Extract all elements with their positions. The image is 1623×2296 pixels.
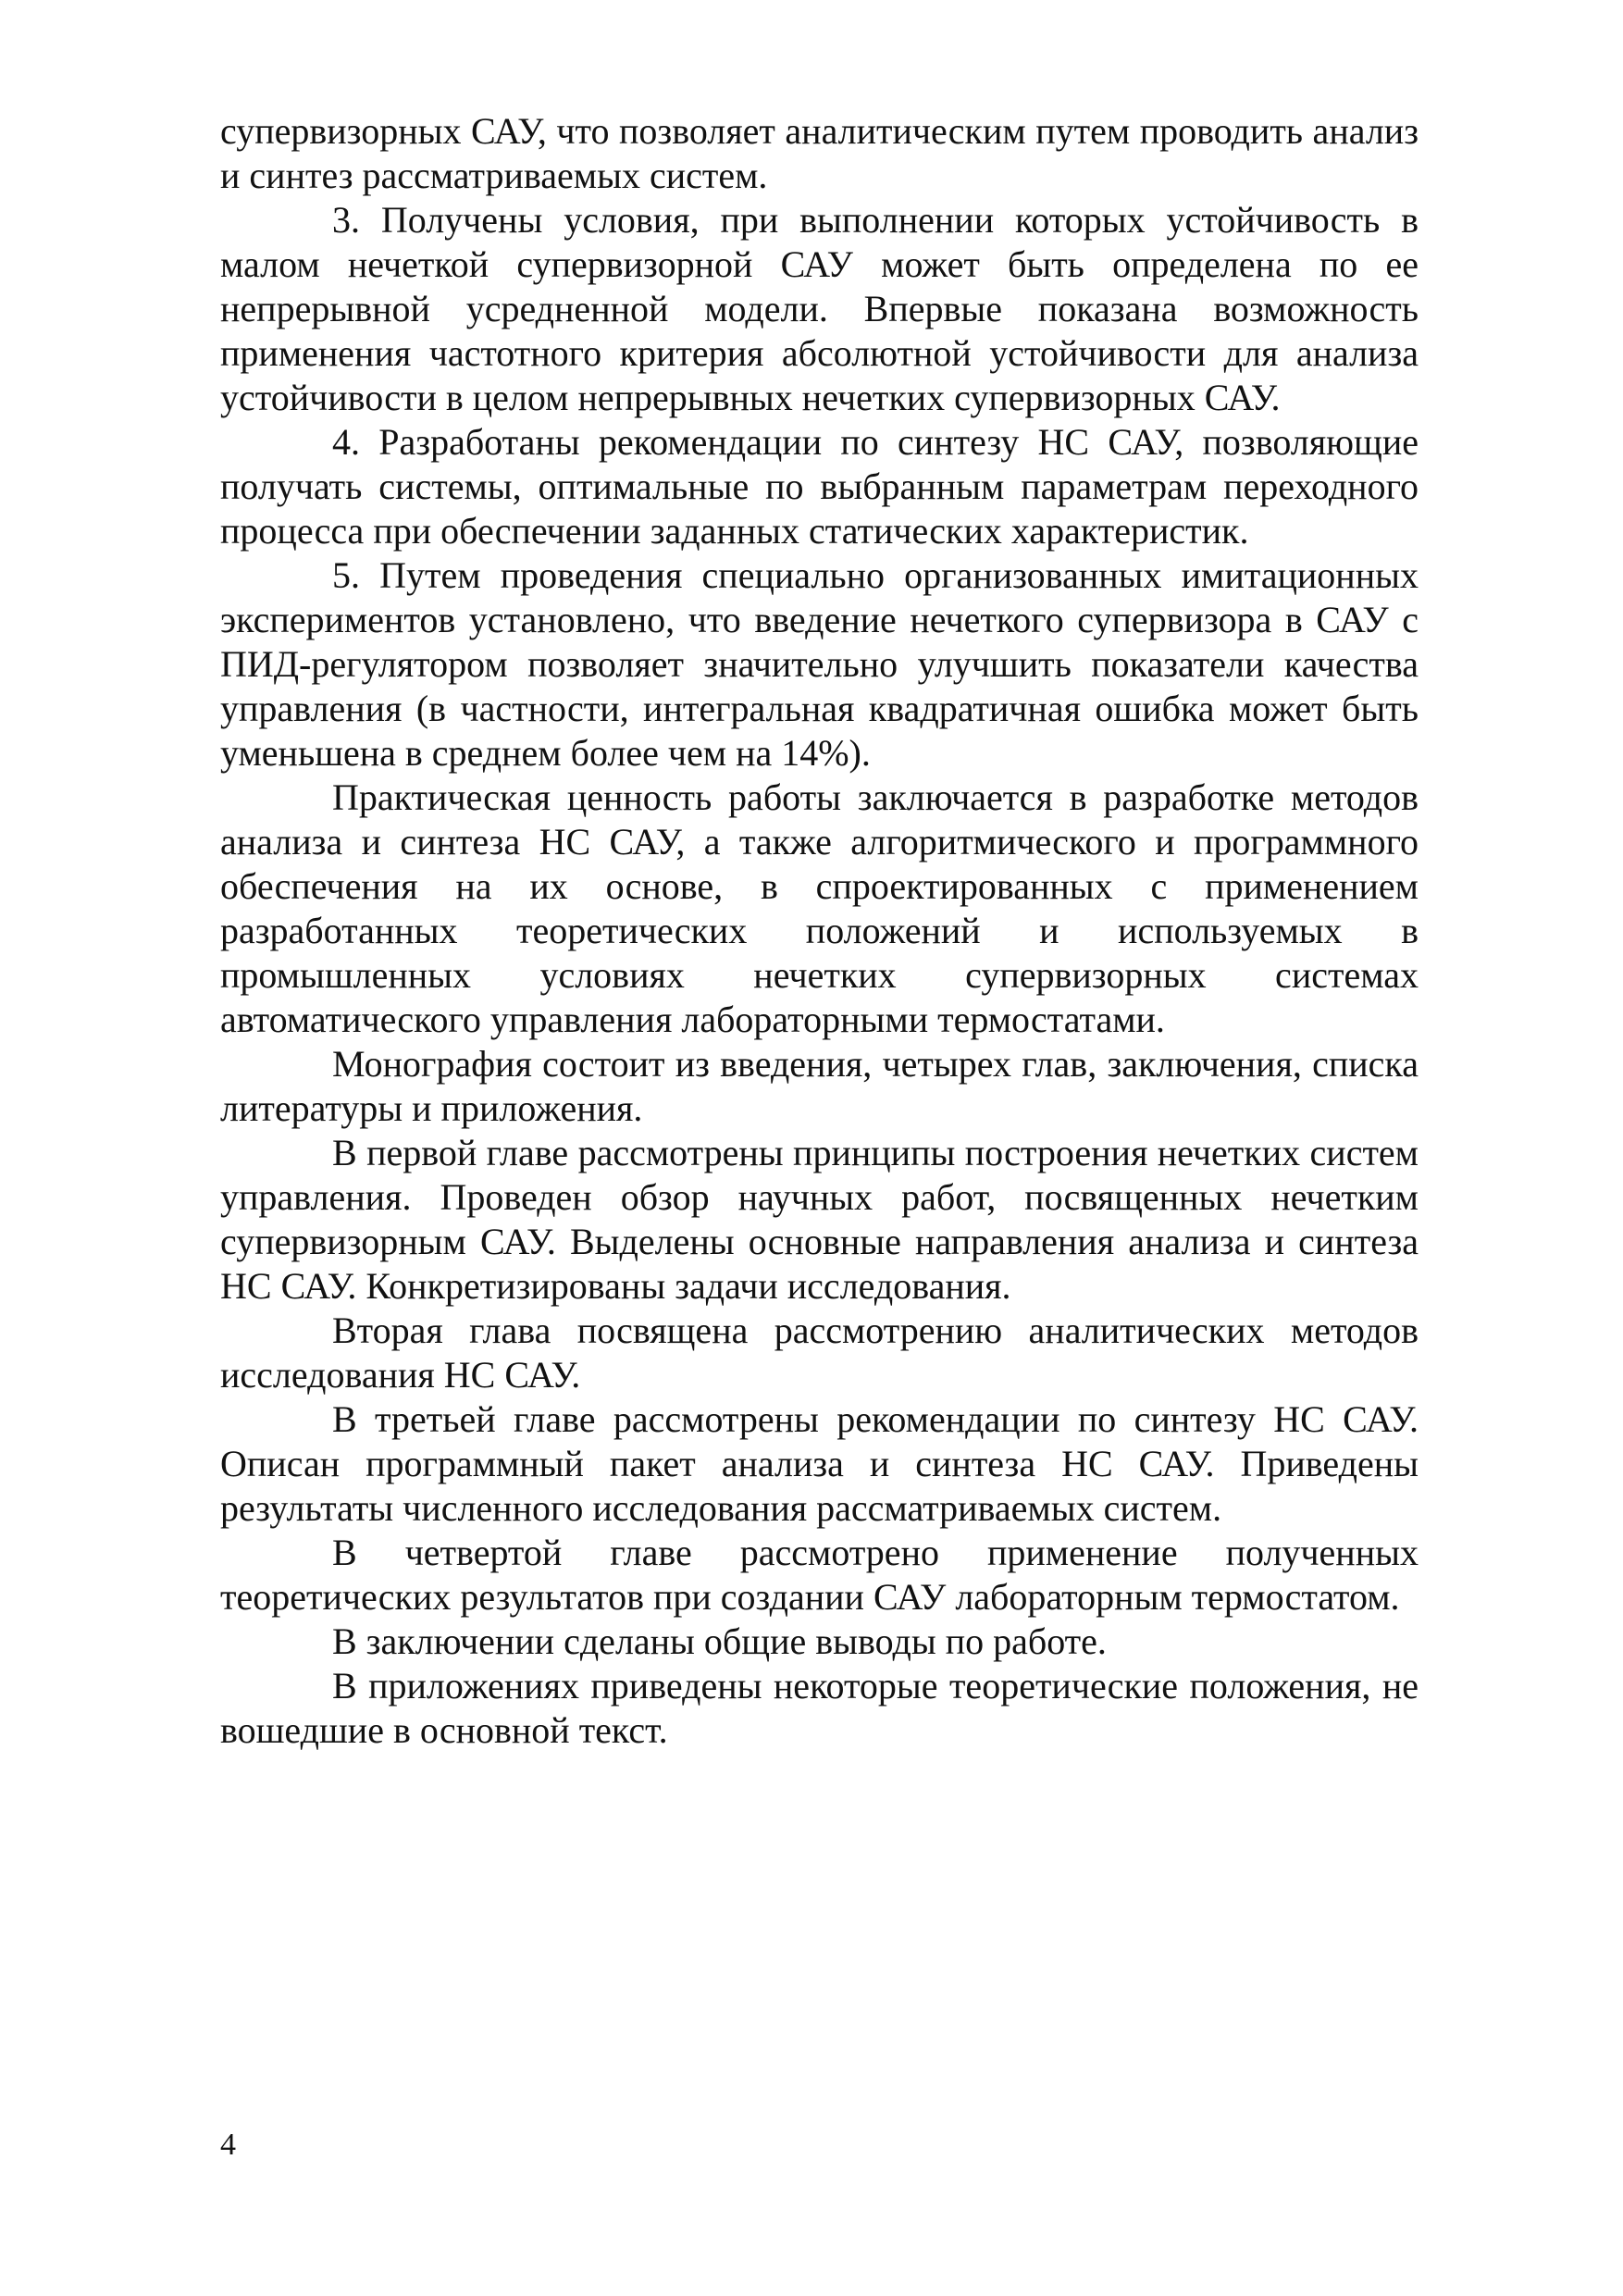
paragraph-chapter-1: В первой главе рассмотрены принципы построения нечетких систем управления. Проведен обзор научных работ, посвященных нечетким супервизорным САУ. Выделены основные направления анализа и синтеза НС САУ. Конкретизированы задачи исследования. [220, 1132, 1419, 1307]
paragraph-chapter-4: В четвертой главе рассмотрено применение полученных теоретических результатов при создании САУ лабораторным термостатом. [220, 1532, 1419, 1618]
paragraph-practical-value: Практическая ценность работы заключается в разработке методов анализа и синтеза НС САУ, а также алгоритмического и программного обеспечения на их основе, в спроектированных с применением разработанных теоретических положений и используемых в промышленных условиях нечетких супервизорных системах автоматического управления лабораторными термостатами. [220, 776, 1419, 1040]
paragraph-chapter-3: В третьей главе рассмотрены рекомендации по синтезу НС САУ. Описан программный пакет анализа и синтеза НС САУ. Приведены результаты численного исследования рассматриваемых систем. [220, 1398, 1419, 1529]
paragraph-appendices: В приложениях приведены некоторые теоретические положения, не вошедшие в основной текст. [220, 1665, 1419, 1751]
paragraph-structure: Монография состоит из введения, четырех глав, заключения, списка литературы и приложения. [220, 1043, 1419, 1129]
page-number: 4 [220, 2128, 236, 2162]
paragraph-conclusion: В заключении сделаны общие выводы по работе. [332, 1620, 1107, 1662]
paragraph-item-4: 4. Разработаны рекомендации по синтезу НС САУ, позволяющие получать системы, оптимальные по выбранным параметрам переходного процесса при обеспечении заданных статических характеристик. [220, 421, 1419, 552]
paragraph-item-5: 5. Путем проведения специально организованных имитационных экспериментов установлено, что введение нечеткого супервизора в САУ с ПИД-регулятором позволяет значительно улучшить показатели качества управления (в частности, интегральная квадратичная ошибка может быть уменьшена в среднем более чем на 14%). [220, 554, 1419, 774]
paragraph-chapter-2: Вторая глава посвящена рассмотрению аналитических методов исследования НС САУ. [220, 1309, 1419, 1396]
paragraph-continuation: супервизорных САУ, что позволяет аналитическим путем проводить анализ и синтез рассматриваемых систем. [220, 110, 1419, 196]
paragraph-item-3: 3. Получены условия, при выполнении которых устойчивость в малом нечеткой супервизорной САУ может быть определена по ее непрерывной усредненной модели. Впервые показана возможность применения частотного критерия абсолютной устойчивости для анализа устойчивости в целом непрерывных нечетких супервизорных САУ. [220, 199, 1419, 418]
body-text [220, 109, 1419, 1753]
